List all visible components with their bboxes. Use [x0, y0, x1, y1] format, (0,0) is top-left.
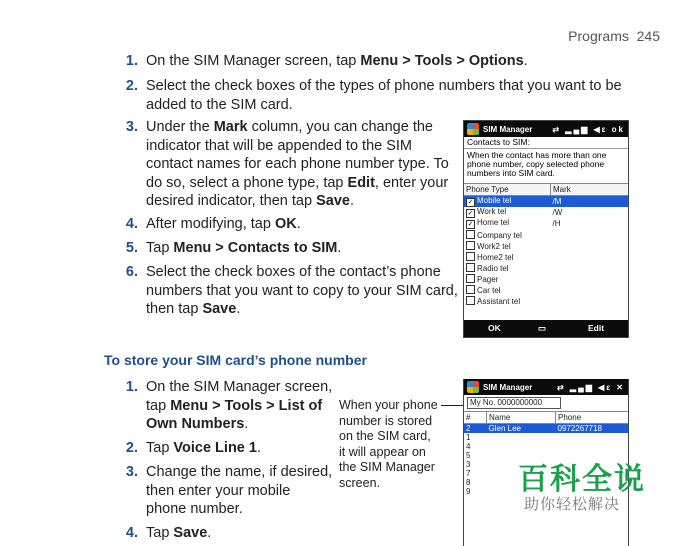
contact-phone-cell — [556, 442, 629, 451]
contact-idx-cell: 8 — [466, 478, 471, 487]
callout-line: it will appear on — [339, 444, 426, 459]
callout-line: the SIM Manager — [339, 460, 435, 474]
step-text: , enter your — [374, 174, 449, 191]
phone-type-label: Assistant tel — [477, 296, 521, 306]
phone-type-label: Home2 tel — [477, 252, 514, 262]
contact-idx-cell: 1 — [466, 433, 471, 442]
contact-row[interactable] — [464, 433, 628, 442]
phone-type-cell — [464, 251, 551, 262]
phone-type-row[interactable] — [464, 262, 628, 273]
step-text: . — [256, 440, 261, 456]
checkbox[interactable] — [466, 230, 475, 239]
step-text: . — [244, 416, 249, 432]
contact-idx-cell: 4 — [466, 442, 471, 451]
contact-idx-cell: 5 — [466, 451, 471, 460]
phone-type-label: Car tel — [477, 285, 501, 295]
page-number: 245 — [636, 28, 660, 44]
step-text: Under the — [146, 119, 214, 135]
step-bold: Menu > Tools > Options — [360, 53, 524, 69]
phone-type-cell — [464, 229, 551, 240]
edit-softkey[interactable]: Edit — [588, 323, 605, 333]
step-text: desired indicator, then tap — [146, 193, 317, 209]
header-section: Programs — [568, 28, 629, 44]
phone-type-cell — [464, 218, 551, 229]
step-text: On the SIM Manager screen, tap — [146, 53, 361, 69]
mark-cell — [551, 229, 629, 240]
desc-line: When the contact has more than one — [467, 150, 607, 160]
step-text: . — [296, 216, 301, 232]
mark-cell — [551, 251, 629, 262]
contact-name-cell — [487, 433, 556, 442]
page-header — [568, 28, 660, 44]
contact-phone-cell — [556, 433, 629, 442]
phone-type-cell — [464, 207, 551, 218]
contact-idx-cell: 7 — [466, 469, 471, 478]
status-icons[interactable]: ⇄ ▂▄▆ ◀ε ok — [552, 124, 625, 134]
phone-type-cell — [464, 262, 551, 273]
mark-cell — [551, 273, 629, 284]
step-number: 3. — [125, 119, 138, 135]
desc-line: phone number, copy selected phone — [467, 159, 605, 169]
section-heading: To store your SIM card’s phone number — [104, 352, 367, 368]
step-text: . — [337, 240, 342, 256]
step-text: . — [349, 193, 354, 209]
step-text: phone number. — [146, 501, 243, 517]
step-bold: Own Numbers — [146, 416, 245, 432]
phone-type-label: Company tel — [477, 230, 522, 240]
mark-cell: /M — [551, 196, 629, 208]
step-text: Change the name, if desired, — [146, 464, 333, 480]
phone-type-cell — [464, 284, 551, 295]
contact-idx-cell: 9 — [466, 487, 471, 496]
step-text: then enter your mobile — [146, 482, 291, 499]
step-bold: Save — [202, 301, 237, 317]
phone-type-row[interactable] — [464, 218, 628, 229]
step-text: Select the check boxes of the types of phone numbers that you want to be — [146, 78, 622, 94]
step-bold: Save — [173, 525, 208, 541]
contact-name-cell: Glen Lee — [487, 424, 556, 434]
screen-title: SIM Manager — [483, 124, 533, 134]
phone-type-label: Radio tel — [477, 263, 509, 273]
col-header-name[interactable]: Name — [487, 412, 556, 424]
step-text: added to the SIM card. — [146, 96, 293, 113]
contact-idx-cell: 3 — [466, 460, 471, 469]
phone-type-label: Home tel — [477, 218, 510, 227]
step-number: 4. — [125, 216, 138, 232]
contact-name-cell — [487, 442, 556, 451]
step-bold: Save — [316, 193, 350, 209]
checkbox[interactable] — [466, 241, 475, 250]
mark-cell: /W — [552, 208, 563, 217]
mark-cell — [551, 295, 629, 306]
soft-key-bar — [464, 320, 628, 337]
step-text: Select the check boxes of the contact’s phone — [146, 264, 441, 280]
checkbox[interactable] — [466, 274, 475, 283]
step-text: column, you can change the — [247, 119, 433, 135]
contacts-to-sim-label: Contacts to SIM: — [467, 137, 530, 147]
phone-type-label: Work tel — [477, 207, 507, 216]
phone-type-row[interactable] — [464, 240, 628, 251]
keyboard-icon[interactable]: ▭ — [538, 323, 547, 333]
step-text: After modifying, tap — [146, 216, 275, 232]
phone-type-row[interactable] — [464, 229, 628, 240]
phone-type-row[interactable] — [464, 251, 628, 262]
desc-line: numbers into SIM card. — [467, 168, 555, 178]
step-text: then tap — [146, 301, 203, 317]
phone-type-label: Mobile tel — [477, 196, 512, 205]
ok-softkey[interactable]: OK — [488, 323, 501, 333]
col-header-mark[interactable]: Mark — [551, 184, 629, 196]
title-bar — [464, 379, 628, 395]
step-text: Tap — [146, 440, 174, 456]
sim-manager-screen-options — [463, 120, 629, 338]
step-number: 3. — [125, 464, 138, 480]
step-text: tap — [146, 397, 171, 414]
my-number-field[interactable]: My No. 0000000000 — [467, 397, 561, 409]
description — [464, 148, 628, 179]
mark-cell — [551, 284, 629, 295]
step-bold: Mark — [213, 119, 248, 135]
mark-cell: /H — [552, 219, 561, 228]
step-text: . — [236, 301, 241, 317]
step-text: numbers that you want to copy to your SIM card, — [146, 282, 458, 299]
phone-type-label: Pager — [477, 274, 499, 284]
step-text: do so, select a phone type, tap — [146, 174, 348, 191]
contact-row[interactable] — [464, 424, 628, 434]
step-text: On the SIM Manager screen, — [146, 379, 333, 395]
contact-idx-cell: 2 — [464, 424, 487, 434]
mark-cell — [551, 262, 629, 273]
status-icons[interactable]: ⇄ ▂▄▆ ◀ε ✕ — [557, 382, 625, 392]
step-text: contact names for each phone number type. To — [146, 156, 449, 172]
contact-phone-cell: 0972267718 — [556, 424, 629, 434]
col-header-phone[interactable]: Phone — [556, 412, 629, 424]
phone-type-row[interactable] — [464, 284, 628, 295]
contact-row[interactable] — [464, 442, 628, 451]
phone-type-row[interactable] — [464, 295, 628, 306]
callout-line: on the SIM card, — [339, 429, 431, 443]
phone-type-row[interactable] — [464, 273, 628, 284]
phone-type-cell — [464, 240, 551, 251]
watermark-logo-text: 百科全说 — [518, 462, 646, 497]
mark-cell — [551, 240, 629, 251]
phone-type-cell — [464, 273, 551, 284]
col-header-phone-type[interactable]: Phone Type — [464, 184, 551, 196]
checkbox[interactable] — [466, 296, 475, 305]
step-text: indicator that will be appended to the SIM — [146, 137, 412, 154]
step-bold: Menu > Contacts to SIM — [173, 240, 338, 256]
step-number: 4. — [125, 525, 138, 541]
phone-type-table — [464, 183, 628, 306]
checkbox[interactable]: ✓ — [467, 221, 474, 228]
step-bold: OK — [274, 216, 297, 232]
step-text: . — [523, 53, 528, 69]
checkbox[interactable] — [466, 252, 475, 261]
callout-note — [339, 398, 443, 491]
step-number: 1. — [125, 379, 138, 395]
step-bold: Menu > Tools > List of — [170, 397, 323, 414]
step-bold: Edit — [347, 174, 375, 191]
callout-leader-line — [441, 405, 463, 406]
phone-type-cell — [464, 295, 551, 306]
title-bar — [464, 121, 628, 137]
checkbox[interactable] — [466, 263, 475, 272]
step-number: 5. — [125, 240, 138, 256]
step-number: 2. — [125, 440, 138, 456]
screen-title: SIM Manager — [483, 382, 533, 392]
phone-type-label: Work2 tel — [477, 241, 511, 251]
checkbox[interactable] — [466, 285, 475, 294]
col-header-index[interactable]: # — [464, 412, 487, 424]
step-number: 6. — [125, 264, 138, 280]
step-number: 1. — [125, 53, 138, 69]
step-number: 2. — [125, 78, 138, 94]
windows-start-icon[interactable] — [467, 381, 479, 393]
callout-line: screen. — [339, 475, 380, 490]
callout-line: When your phone — [339, 398, 438, 412]
phone-type-row[interactable] — [464, 207, 628, 218]
step-bold: Voice Line 1 — [173, 440, 257, 456]
windows-start-icon[interactable] — [467, 123, 479, 135]
phone-type-cell — [464, 196, 551, 208]
step-text: Tap — [146, 525, 174, 541]
step-text: Tap — [146, 240, 174, 256]
callout-line: number is stored — [339, 413, 433, 428]
step-text: . — [207, 525, 212, 541]
phone-type-row[interactable] — [464, 196, 628, 208]
checkbox[interactable]: ✓ — [467, 199, 474, 206]
checkbox[interactable]: ✓ — [467, 210, 474, 217]
watermark-tagline: 助你轻松解决 — [524, 495, 621, 513]
